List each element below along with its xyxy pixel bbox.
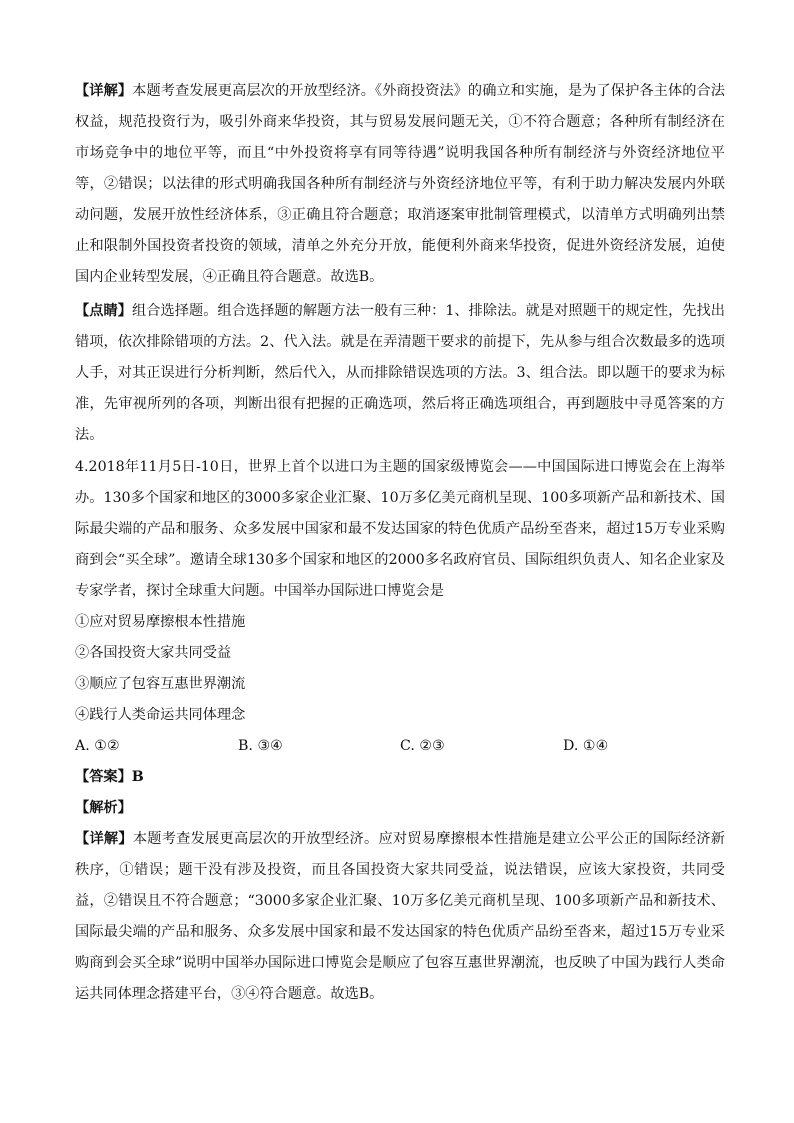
statement-item-4: ④践行人类命运共同体理念 [75,707,246,723]
statement-item-1: ①应对贸易摩擦根本性措施 [75,614,246,630]
option-d: D. ①④ [563,738,609,754]
question-stem: 4.2018年11月5日-10日，世界上首个以进口为主题的国家级博览会——中国国际进口博览会在上海举办。130多个国家和地区的3000多家企业汇聚、10万多亿美元商机呈现、100多项新产品和新技术、国际最尖端的产品和服务、众多发展中国家和最不发达国家的特色优质产品纷至沓来，超过15万专业采购商到会“买全球”。邀请全球130多个国家和地区的2000多名政府官员、国际组织负责人、知名企业家及专家学者，探讨全球重大问题。中国举办国际进口博览会是 [75,459,725,599]
statement-item-2: ②各国投资大家共同受益 [75,645,232,661]
detail-paragraph-2 [75,824,725,1010]
option-c: C. ②③ [400,738,445,754]
answer-options [75,731,725,762]
detail-tag: 【详解】 [75,831,133,847]
detail-text: 本题考查发展更高层次的开放型经济。应对贸易摩擦根本性措施是建立公平公正的国际经济新秩序，①错误；题干没有涉及投资，而且各国投资大家共同受益，说法错误，应该大家投资，共同受益，②错误且不符合题意；“3000多家企业汇聚、10万多亿美元商机呈现、100多项新产品和新技术、国际最尖端的产品和服务、众多发展中国家和最不发达国家的特色优质产品纷至沓来，超过15万专业采购商到会买全球”说明中国举办国际进口博览会是顺应了包容互惠世界潮流，也反映了中国为践行人类命运共同体理念搭建平台，③④符合题意。故选B。 [75,831,725,1002]
detail-text: 本题考查发展更高层次的开放型经济。《外商投资法》的确立和实施，是为了保护各主体的合法权益，规范投资行为，吸引外商来华投资，其与贸易发展问题无关，①不符合题意；各种所有制经济在市场竞争中的地位平等，而且“中外投资将享有同等待遇”说明我国各种所有制经济与外资经济地位平等，②错误；以法律的形式明确我国各种所有制经济与外资经济地位平等，有利于助力解决发展内外联动问题，发展开放性经济体系，③正确且符合题意；取消逐案审批制管理模式，以清单方式明确列出禁止和限制外国投资者投资的领域，清单之外充分开放，能便利外商来华投资，促进外资经济发展，迫使国内企业转型发展，④正确且符合题意。故选B。 [75,83,725,285]
tip-text: 组合选择题。组合选择题的解题方法一般有三种：1、排除法。就是对照题干的规定性，先找出错项，依次排除错项的方法。2、代入法。就是在弄清题干要求的前提下，先从参与组合次数最多的选项人手，对其正误进行分析判断，然后代入，从而排除错误选项的方法。3、组合法。即以题干的要求为标准，先审视所列的各项，判断出很有把握的正确选项，然后将正确选项组合，再到题肢中寻觅答案的方法。 [75,303,725,443]
tip-paragraph [75,296,725,451]
option-a: A. ①② [75,738,120,754]
analysis-label: 【解析】 [75,800,132,816]
statement-item-3: ③顺应了包容互惠世界潮流 [75,676,246,692]
answer-label: 【答案】B [75,769,144,785]
tip-tag: 【点睛】 [75,303,132,319]
detail-paragraph-1 [75,76,725,293]
option-b: B. ③④ [238,738,283,754]
detail-tag: 【详解】 [75,83,133,99]
